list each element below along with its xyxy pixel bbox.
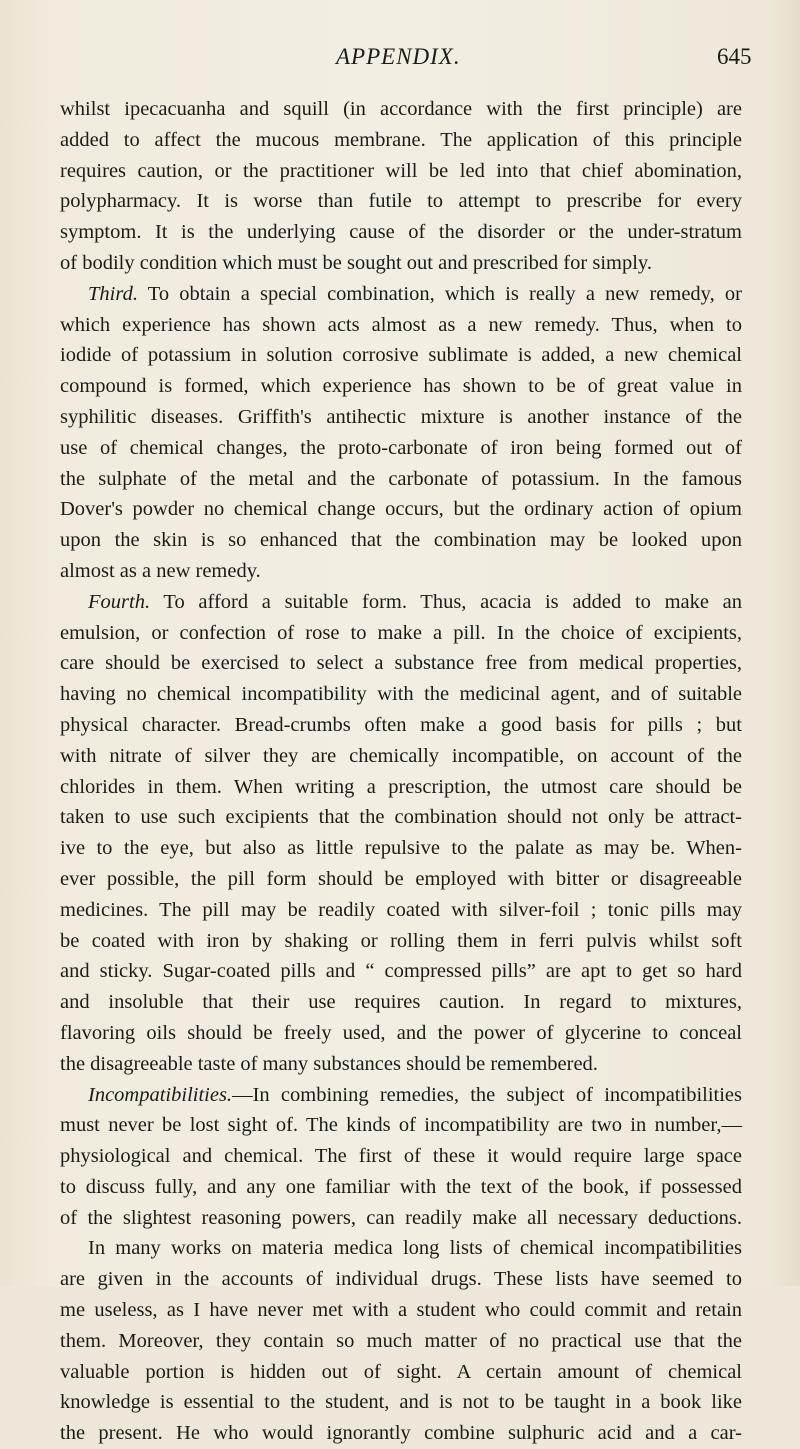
running-head: APPENDIX. bbox=[336, 44, 461, 69]
text-line: whilst ipecacuanha and squill (in accordance with the first principle) are bbox=[60, 98, 742, 120]
text-line: ive to the eye, but also as little repulsive to the palate as may be. When- bbox=[60, 837, 742, 860]
paragraph-lead-fourth: Fourth. bbox=[88, 590, 151, 613]
text-line bbox=[60, 1233, 742, 1264]
text-line-with-lead bbox=[60, 587, 742, 618]
body-text bbox=[60, 94, 742, 1449]
text-line: and sticky. Sugar-coated pills and “ compressed pills” are apt to get so hard bbox=[60, 960, 742, 983]
text-line: me useless, as I have never met with a student who could commit and retain bbox=[60, 1299, 742, 1322]
paragraph-lead-incompatibilities: Incompatibilities. bbox=[88, 1083, 233, 1106]
text-line: To obtain a special combination, which is really a new remedy, or bbox=[147, 282, 742, 305]
text-line: requires caution, or the practitioner will be led into that chief abomination, bbox=[60, 159, 742, 182]
text-line: the disagreeable taste of many substances should be remembered. bbox=[60, 1052, 598, 1075]
text-line: use of chemical changes, the proto-carbonate of iron being formed out of bbox=[60, 436, 742, 459]
text-line: and insoluble that their use requires caution. In regard to mixtures, bbox=[60, 991, 742, 1014]
text-line: of the slightest reasoning powers, can readily make all necessary deductions. bbox=[60, 1206, 742, 1229]
text-line: care should be exercised to select a substance free from medical properties, bbox=[60, 652, 742, 675]
paragraph-lead-third: Third. bbox=[88, 282, 138, 305]
text-line: them. Moreover, they contain so much matter of no practical use that the bbox=[60, 1329, 742, 1352]
text-line: syphilitic diseases. Griffith's antihectic mixture is another instance of the bbox=[60, 405, 742, 428]
text-line: polypharmacy. It is worse than futile to attempt to prescribe for every bbox=[60, 190, 742, 213]
text-line: be coated with iron by shaking or rolling them in ferri pulvis whilst soft bbox=[60, 929, 742, 952]
text-line: iodide of potassium in solution corrosive sublimate is added, a new chemical bbox=[60, 344, 742, 367]
text-line: upon the skin is so enhanced that the combination may be looked upon bbox=[60, 529, 742, 552]
text-line: almost as a new remedy. bbox=[60, 559, 261, 582]
text-line: taken to use such excipients that the combination should not only be attract- bbox=[60, 806, 742, 829]
text-line-with-lead bbox=[60, 1080, 742, 1111]
text-line: flavoring oils should be freely used, and the power of glycerine to conceal bbox=[60, 1021, 742, 1044]
page-header bbox=[0, 44, 800, 74]
text-line: with nitrate of silver they are chemically incompatible, on account of the bbox=[60, 744, 742, 767]
text-line: emulsion, or confection of rose to make a pill. In the choice of excipients, bbox=[60, 621, 742, 644]
text-line: Dover's powder no chemical change occurs, but the ordinary action of opium bbox=[60, 498, 742, 521]
text-line: of bodily condition which must be sought out and prescribed for simply. bbox=[60, 251, 652, 274]
text-line: having no chemical incompatibility with the medicinal agent, and of suitable bbox=[60, 683, 742, 706]
text-line: physiological and chemical. The first of these it would require large space bbox=[60, 1145, 742, 1168]
text-line: the present. He who would ignorantly combine sulphuric acid and a car- bbox=[60, 1422, 742, 1445]
text-line: chlorides in them. When writing a prescription, the utmost care should be bbox=[60, 775, 742, 798]
text-line: ever possible, the pill form should be employed with bitter or disagreeable bbox=[60, 867, 742, 890]
text-line: medicines. The pill may be readily coated with silver-foil ; tonic pills may bbox=[60, 898, 742, 921]
text-line: to discuss fully, and any one familiar with the text of the book, if possessed bbox=[60, 1175, 742, 1198]
text-line: are given in the accounts of individual drugs. These lists have seemed to bbox=[60, 1268, 742, 1291]
text-line: knowledge is essential to the student, and is not to be taught in a book like bbox=[60, 1391, 742, 1414]
text-line-content: In many works on materia medica long lists of chemical incompatibilities bbox=[88, 1237, 742, 1260]
page-number: 645 bbox=[717, 44, 752, 69]
text-line: valuable portion is hidden out of sight. A certain amount of chemical bbox=[60, 1360, 742, 1383]
text-line: symptom. It is the underlying cause of the disorder or the under-stratum bbox=[60, 221, 742, 244]
text-line: compound is formed, which experience has shown to be of great value in bbox=[60, 375, 742, 398]
text-line: which experience has shown acts almost as a new remedy. Thus, when to bbox=[60, 313, 742, 336]
text-line: the sulphate of the metal and the carbonate of potassium. In the famous bbox=[60, 467, 742, 490]
text-line: physical character. Bread-crumbs often make a good basis for pills ; but bbox=[60, 713, 742, 736]
text-line: must never be lost sight of. The kinds of incompatibility are two in number,— bbox=[60, 1114, 742, 1137]
text-line: added to affect the mucous membrane. The application of this principle bbox=[60, 128, 742, 151]
text-line-with-lead bbox=[60, 279, 742, 310]
text-line: To afford a suitable form. Thus, acacia is added to make an bbox=[163, 590, 742, 613]
text-line: —In combining remedies, the subject of incompatibilities bbox=[232, 1083, 742, 1106]
